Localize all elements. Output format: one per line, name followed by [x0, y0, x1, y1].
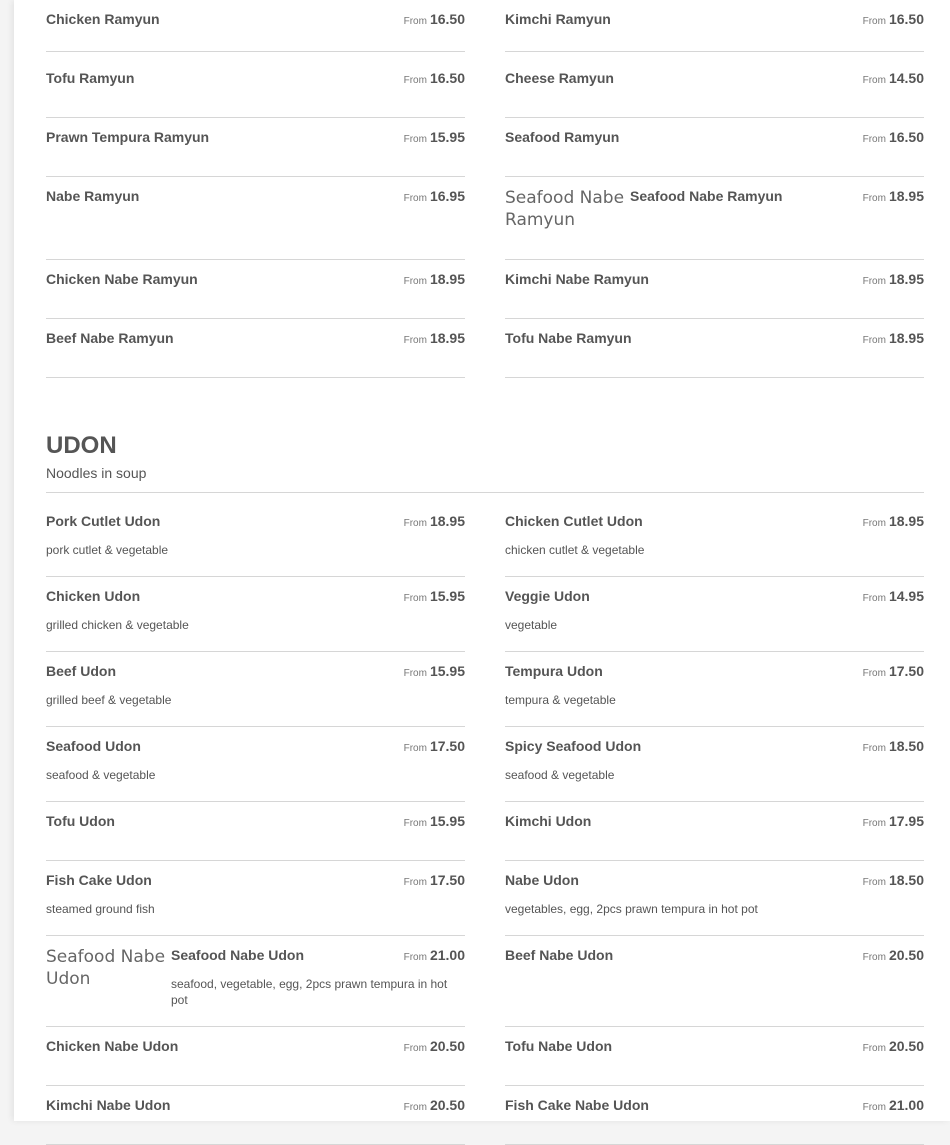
menu-item[interactable] [46, 936, 465, 1027]
menu-item-name: Beef Nabe Ramyun [46, 330, 174, 346]
menu-item-description: seafood & vegetable [505, 768, 615, 782]
price-amount: 16.50 [429, 11, 465, 27]
price-from-label: From [403, 276, 427, 287]
menu-item-price [863, 872, 924, 890]
menu-item-name: Kimchi Nabe Ramyun [505, 271, 649, 287]
menu-item[interactable] [46, 577, 465, 652]
price-amount: 15.95 [429, 588, 465, 604]
menu-item-description: steamed ground fish [46, 902, 155, 916]
menu-item-price [404, 947, 465, 965]
menu-item-price [863, 1038, 924, 1056]
menu-item[interactable] [46, 802, 465, 861]
menu-item[interactable] [505, 59, 924, 118]
price-from-label: From [862, 593, 886, 604]
menu-item[interactable] [46, 177, 465, 260]
price-from-label: From [862, 1102, 886, 1113]
price-from-label: From [862, 193, 886, 204]
menu-item-price [404, 70, 465, 88]
price-from-label: From [862, 952, 886, 963]
menu-item[interactable] [505, 802, 924, 861]
menu-item-name: Beef Udon [46, 663, 116, 679]
menu-item-name: Kimchi Udon [505, 813, 592, 829]
price-amount: 18.95 [888, 330, 924, 346]
price-amount: 14.50 [888, 70, 924, 86]
price-amount: 18.95 [429, 271, 465, 287]
menu-item-description: grilled chicken & vegetable [46, 618, 189, 632]
price-from-label: From [862, 743, 886, 754]
menu-item-description: chicken cutlet & vegetable [505, 543, 645, 557]
price-amount: 18.95 [429, 330, 465, 346]
price-from-label: From [862, 818, 886, 829]
price-amount: 17.50 [429, 738, 465, 754]
menu-item-name: Tempura Udon [505, 663, 603, 679]
price-from-label: From [862, 16, 886, 27]
menu-item-name: Fish Cake Nabe Udon [505, 1097, 649, 1113]
menu-item-price [863, 947, 924, 965]
menu-item-name: Spicy Seafood Udon [505, 738, 642, 754]
price-from-label: From [403, 1102, 427, 1113]
price-from-label: From [862, 668, 886, 679]
price-amount: 15.95 [429, 663, 465, 679]
price-amount: 18.50 [888, 738, 924, 754]
menu-item-price [863, 11, 924, 29]
price-amount: 20.50 [429, 1097, 465, 1113]
menu-item[interactable] [46, 59, 465, 118]
price-from-label: From [862, 518, 886, 529]
menu-item-price [863, 738, 924, 756]
price-amount: 17.50 [888, 663, 924, 679]
menu-item-name: Pork Cutlet Udon [46, 513, 161, 529]
menu-item-name: Tofu Udon [46, 813, 115, 829]
menu-item-description: vegetables, egg, 2pcs prawn tempura in hot pot [505, 902, 758, 916]
price-amount: 20.50 [429, 1038, 465, 1054]
menu-item[interactable] [505, 177, 924, 260]
price-from-label: From [403, 335, 427, 346]
price-amount: 15.95 [429, 129, 465, 145]
price-amount: 16.50 [888, 129, 924, 145]
menu-item-price [863, 271, 924, 289]
menu-item-name: Chicken Cutlet Udon [505, 513, 643, 529]
menu-item-name: Tofu Ramyun [46, 70, 135, 86]
price-from-label: From [403, 16, 427, 27]
menu-item-image[interactable]: Seafood Nabe Udon [46, 947, 166, 989]
price-amount: 21.00 [888, 1097, 924, 1113]
menu-item-price [863, 663, 924, 681]
menu-item[interactable] [46, 652, 465, 727]
menu-item-price [404, 738, 465, 756]
menu-item[interactable] [46, 0, 465, 52]
menu-item[interactable] [505, 1027, 924, 1086]
menu-item-price [404, 813, 465, 831]
menu-item-name: Chicken Nabe Ramyun [46, 271, 198, 287]
menu-item-name: Chicken Udon [46, 588, 141, 604]
menu-item-name: Seafood Nabe Udon [171, 947, 305, 963]
price-amount: 16.50 [888, 11, 924, 27]
menu-item-name: Fish Cake Udon [46, 872, 152, 888]
menu-item-description: tempura & vegetable [505, 693, 616, 707]
price-from-label: From [862, 1043, 886, 1054]
menu-item-description: vegetable [505, 618, 558, 632]
price-from-label: From [403, 518, 427, 529]
menu-item[interactable] [505, 319, 924, 378]
price-amount: 18.95 [429, 513, 465, 529]
price-from-label: From [403, 668, 427, 679]
menu-item-name: Veggie Udon [505, 588, 590, 604]
udon-section-subtitle: Noodles in soup [46, 465, 147, 481]
menu-item-price [863, 1097, 924, 1115]
menu-item-name: Tofu Nabe Ramyun [505, 330, 632, 346]
menu-item[interactable] [505, 1086, 924, 1145]
price-amount: 20.50 [888, 947, 924, 963]
price-amount: 21.00 [429, 947, 465, 963]
menu-item-name: Seafood Nabe Ramyun [630, 188, 783, 204]
menu-item-price [404, 129, 465, 147]
menu-item-price [404, 330, 465, 348]
menu-item[interactable] [46, 260, 465, 319]
menu-item[interactable] [46, 861, 465, 936]
price-from-label: From [862, 134, 886, 145]
menu-item-name: Kimchi Ramyun [505, 11, 611, 27]
price-from-label: From [403, 134, 427, 145]
menu-item-price [404, 1097, 465, 1115]
menu-item-price [404, 1038, 465, 1056]
menu-item-image[interactable]: Seafood Nabe Ramyun [505, 188, 625, 230]
menu-item[interactable] [505, 260, 924, 319]
menu-item-description: pork cutlet & vegetable [46, 543, 169, 557]
menu-item-price [404, 271, 465, 289]
menu-item-price [404, 663, 465, 681]
price-from-label: From [403, 818, 427, 829]
menu-item-description: seafood, vegetable, egg, 2pcs prawn tempura in hot pot [171, 977, 448, 1007]
section-divider [46, 492, 924, 493]
menu-item-name: Chicken Ramyun [46, 11, 160, 27]
price-amount: 17.50 [429, 872, 465, 888]
menu-item[interactable] [505, 0, 924, 52]
menu-item[interactable] [46, 319, 465, 378]
price-from-label: From [403, 593, 427, 604]
menu-item-name: Chicken Nabe Udon [46, 1038, 179, 1054]
price-from-label: From [403, 75, 427, 86]
price-amount: 20.50 [888, 1038, 924, 1054]
price-amount: 18.50 [888, 872, 924, 888]
menu-item[interactable] [505, 652, 924, 727]
price-amount: 18.95 [888, 188, 924, 204]
menu-item[interactable] [46, 727, 465, 802]
menu-item-name: Beef Nabe Udon [505, 947, 614, 963]
price-amount: 16.50 [429, 70, 465, 86]
menu-item-price [863, 813, 924, 831]
price-from-label: From [862, 276, 886, 287]
menu-item-price [863, 188, 924, 206]
menu-item[interactable] [505, 936, 924, 1027]
menu-item[interactable] [505, 502, 924, 577]
menu-item[interactable] [46, 118, 465, 177]
price-from-label: From [862, 75, 886, 86]
price-from-label: From [862, 877, 886, 888]
menu-item-name: Kimchi Nabe Udon [46, 1097, 171, 1113]
price-amount: 15.95 [429, 813, 465, 829]
menu-item-description: grilled beef & vegetable [46, 693, 172, 707]
menu-item-name: Nabe Ramyun [46, 188, 140, 204]
price-from-label: From [403, 952, 427, 963]
price-amount: 14.95 [888, 588, 924, 604]
menu-item-name: Tofu Nabe Udon [505, 1038, 613, 1054]
price-amount: 17.95 [888, 813, 924, 829]
menu-sheet [14, 0, 950, 1121]
menu-item-price [863, 330, 924, 348]
menu-item-name: Prawn Tempura Ramyun [46, 129, 210, 145]
price-from-label: From [403, 193, 427, 204]
udon-section-title: UDON [46, 432, 117, 459]
price-amount: 16.95 [429, 188, 465, 204]
price-from-label: From [403, 743, 427, 754]
menu-item-price [863, 129, 924, 147]
price-amount: 18.95 [888, 513, 924, 529]
menu-item[interactable] [505, 861, 924, 936]
menu-item-price [404, 11, 465, 29]
menu-item-price [863, 588, 924, 606]
price-amount: 18.95 [888, 271, 924, 287]
menu-item[interactable] [46, 1027, 465, 1086]
menu-item-price [404, 872, 465, 890]
menu-item-name: Seafood Udon [46, 738, 141, 754]
menu-item-price [863, 513, 924, 531]
menu-item-name: Cheese Ramyun [505, 70, 614, 86]
menu-item-description: seafood & vegetable [46, 768, 156, 782]
price-from-label: From [403, 877, 427, 888]
menu-item[interactable] [46, 1086, 465, 1145]
menu-item-name: Seafood Ramyun [505, 129, 620, 145]
menu-item-price [404, 588, 465, 606]
price-from-label: From [403, 1043, 427, 1054]
menu-item-price [863, 70, 924, 88]
menu-item[interactable] [46, 502, 465, 577]
menu-item-price [404, 513, 465, 531]
menu-item-price [404, 188, 465, 206]
menu-item[interactable] [505, 727, 924, 802]
menu-item[interactable] [505, 577, 924, 652]
menu-item-name: Nabe Udon [505, 872, 579, 888]
price-from-label: From [862, 335, 886, 346]
menu-item[interactable] [505, 118, 924, 177]
